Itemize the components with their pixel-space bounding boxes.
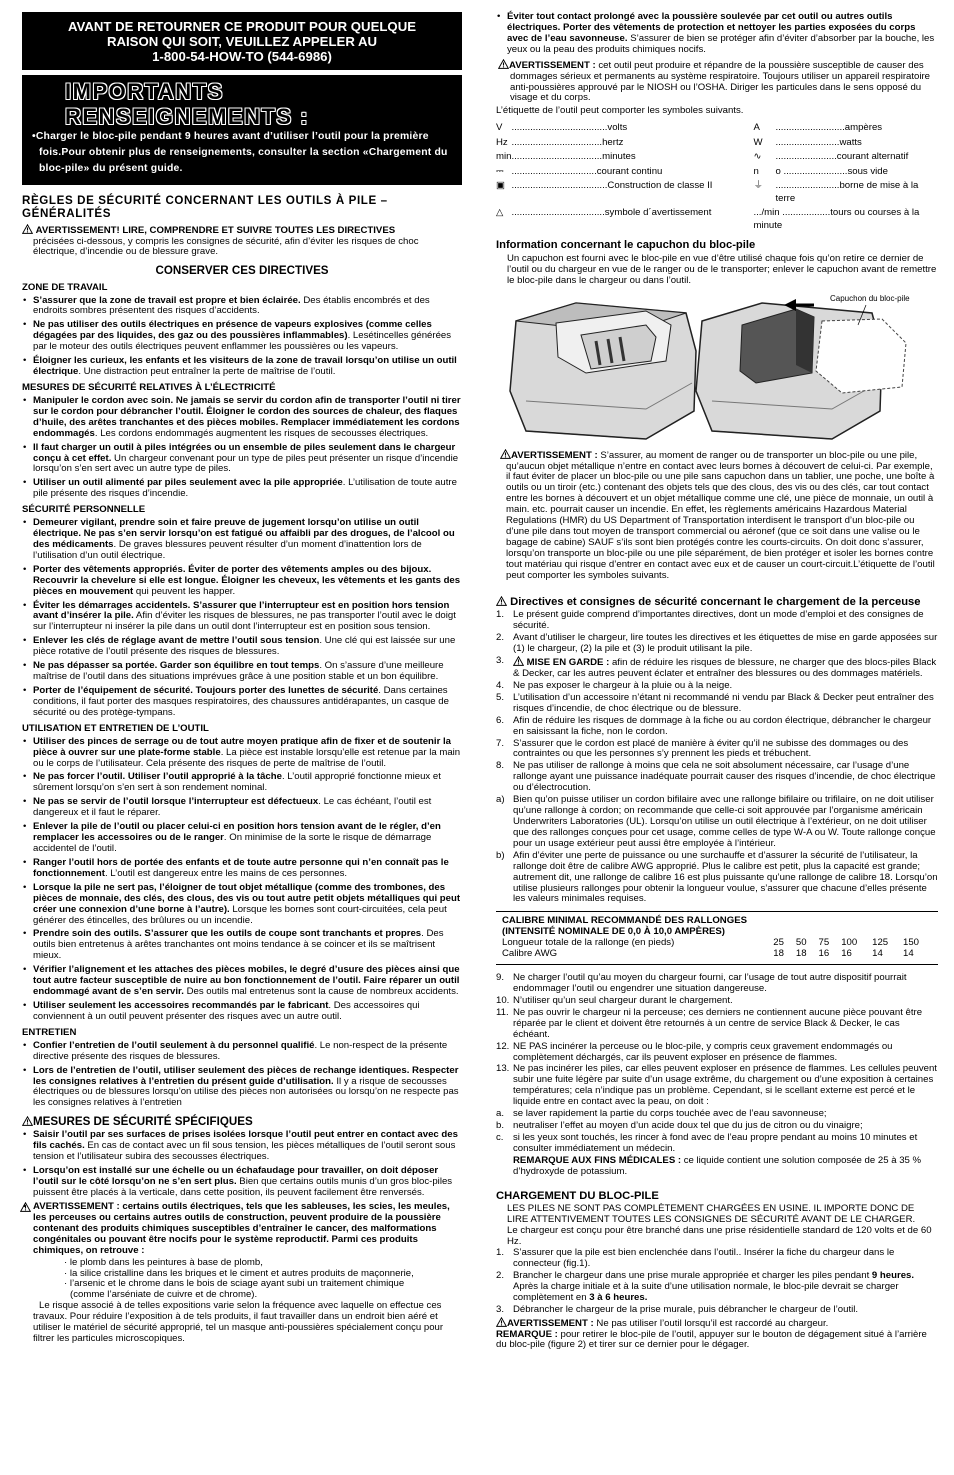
warning-triangle-icon	[500, 449, 511, 459]
warning-triangle-icon	[22, 1116, 33, 1126]
chemical-list	[22, 1258, 462, 1302]
list-item: • Ne pas dépasser sa portée. Garder son équilibre en tout temps. On s’assure d’une meilleure maîtrise de l’outil dans des situations imprévues grâce à une position stable et un bon équilibre.	[22, 661, 462, 683]
list-item: 3. MISE EN GARDE : afin de réduire les risques de blessure, ne charger que des blocs-piles Black & Decker, car les autres peuvent éclater et entraîner des blessures ou des dommages matériels.	[496, 655, 937, 680]
safety-rules-title: RÈGLES DE SÉCURITÉ CONCERNANT LES OUTILS À PILE – GÉNÉRALITÉS	[22, 194, 388, 220]
list-item: • Utiliser seulement les accessoires recommandés par le fabricant. Des accessoires qui conviennent à un outil peuvent présenter des risques avec un autre outil.	[22, 1001, 462, 1023]
list-item: • Saisir l’outil par ses surfaces de prises isolées lorsque l’outil peut entrer en contact avec des fils cachés. En cas de contact avec un fil sous tension, les pièces métalliques de l’outil seront sous tension et l’utilisateur subira des secousses électriques.	[22, 1130, 462, 1163]
list-item: • S’assurer que la zone de travail est propre et bien éclairée. Des établis encombrés et des endroits sombres présentent des risques d’accidents.	[22, 296, 462, 318]
battery-cap-text: Un capuchon est fourni avec le bloc-pile en vue d’être utilisé chaque fois qu’on retire ce dernier de l’outil ou du chargeur en vue de le ranger ou de le transporter; enlever le capuchon avant de remettre le bloc-pile dans le chargeur ou dans l’outil.	[507, 252, 937, 286]
battery-pack-illustration	[510, 303, 696, 439]
warning-triangle-icon	[20, 1202, 31, 1212]
list-item: 11. Ne pas ouvrir le chargeur ni la perceuse; ces derniers ne contiennent aucune pièce pouvant être réparée par le client et doivent être retournés à un centre de service Black & Decker, le cas échéant.	[496, 1006, 923, 1040]
list-item: 1. S’assurer que la pile est bien enclenchée dans l’outil.. Insérer la fiche du chargeur dans le connecteur (fig.1).	[496, 1247, 895, 1270]
list-item: • Éloigner les curieux, les enfants et les visiteurs de la zone de travail lorsqu’on utilise un outil électrique. Une distraction peut entraîner la perte de maîtrise de l’outil.	[22, 356, 462, 378]
list-item: • Confier l’entretien de l’outil seulement à du personnel qualifié. Le non-respect de la présente directive présente des risques de blessures.	[22, 1041, 462, 1063]
general-warning-bold: AVERTISSEMENT! LIRE, COMPRENDRE ET SUIVRE TOUTES LES DIRECTIVES	[35, 224, 396, 236]
warning-triangle-icon	[496, 1317, 507, 1327]
table-row: Hz ..................................hertz W ........................watts	[496, 136, 862, 148]
charging-directives-list	[496, 610, 938, 905]
dust-warning: AVERTISSEMENT : cet outil peut produire et répandre de la poussière susceptible de causer des dommages sérieux et permanents au système respiratoire. Toujours utiliser un appareil respiratoire anti-poussières approuvé par le NIOSH ou l’OSHA. Diriger les particules dans le sens opposé du visage et du corps.	[496, 59, 938, 105]
important-title: IMPORTANTS RENSEIGNEMENTS :	[65, 79, 310, 130]
list-item: a) Bien qu’on puisse utiliser un cordon bifilaire avec une rallonge bifilaire ou trifilaire, on ne doit utiliser qu’une rallonge à cordon; on recommande que celle-ci soit approuvée par l’organisme américain Underwriters Laboratories (UL). Lorsqu’on utilise un outil électrique à l’extérieur, on ne doit utiliser que des rallonges conçues pour cet usage, comme celles de type W-A ou W. Toute rallonge conçue pour un usage extérieur peut aussi être employée à l’intérieur.	[496, 794, 936, 849]
list-item: • Il faut charger un outil à piles intégrées ou un ensemble de piles seulement dans le chargeur conçu à cet effet. Un chargeur convenant pour un type de piles peut présenter un risque d’incendie lorsqu’on s’en sert avec un autre type de piles.	[22, 443, 462, 476]
list-item: • Éviter tout contact prolongé avec la poussière soulevée par cet outil ou autres outils électriques. Porter des vêtements de protection et nettoyer les parties exposées du corps avec de l’eau savonneuse. S’assurer de bien se protéger afin d’éviter d’absorber par la bouche, les yeux ou la peau des produits chimiques nocifs.	[496, 12, 938, 56]
list-item: • Porter de l’équipement de sécurité. Toujours porter des lunettes de sécurité. Dans certaines conditions, il faut porter des masques respiratoires, des chaussures antidérapantes, un casque de sécurité ou des protège-tympans.	[22, 686, 462, 719]
class-ii-icon: ▣	[496, 180, 506, 192]
list-item: 5. L’utilisation d’un accessoire n’étant ni recommandé ni vendu par Black & Decker peut entraîner des risques d’incendie, de choc électrique ou de blessure.	[496, 691, 934, 714]
list-item: • Ranger l’outil hors de portée des enfants et de toute autre personne qui n’en connaît pas le fonctionnement. L’outil est dangereux entre les mains de ces personnes.	[22, 858, 462, 880]
warning-triangle-icon	[513, 656, 524, 666]
warning-triangle-icon	[498, 59, 509, 69]
list-item: • Lorsqu’on est installé sur une échelle ou un échafaudage pour travailler, on doit déposer l’outil sur le côté lorsqu’on ne s’en sert plus. Bien que certains outils munis d’un gros bloc-piles puissent être placés à la verticale, dans cette position, ils peuvent facilement être renversés.	[22, 1166, 462, 1199]
list-item: 3. Débrancher le chargeur de la prise murale, puis débrancher le chargeur de l’outil.	[496, 1303, 859, 1315]
list-item: • Enlever les clés de réglage avant de mettre l’outil sous tension. Une clé qui est laissée sur une pièce rotative de l’outil présente des risques de blessures.	[22, 636, 462, 658]
battery-cap-figure	[496, 291, 938, 443]
exposure-text: Le risque associé à de telles expositions varie selon la fréquence avec laquelle on effectue ces travaux. Pour réduire l’exposition à de tels produits, il faut travailler dans un endroit bien aéré et utiliser le matériel de sécurité approprié, tel un masque anti-poussières spécialement conçu pour filtrer les particules microscopiques.	[33, 1300, 444, 1345]
charging-intro: LES PILES NE SONT PAS COMPLÈTEMENT CHARGÉES EN USINE. IL IMPORTE DONC DE LIRE ATTENTIVEMENT TOUTES LES CONSIGNES DE SÉCURITÉ AVANT DE LE CHARGER.	[507, 1203, 916, 1226]
list-item: · le plomb dans les peintures à base de plomb,	[64, 1256, 263, 1268]
cord-gauge-table	[502, 938, 932, 960]
return-warning-banner	[22, 12, 462, 70]
list-item: a. se laver rapidement la partie du corps touchée avec de l’eau savonneuse;	[496, 1108, 827, 1120]
list-item: • Éviter les démarrages accidentels. S’assurer que l’interrupteur est en position hors tension avant d’insérer la pile. Afin d’éviter les risques de blessures, ne pas transporter l’outil avec le doigt sur l’interrupteur ni insérer la pile dans un outil dont l’interrupteur est en position sous tension.	[22, 601, 462, 634]
list-item: 10. N’utiliser qu’un seul chargeur durant le chargement.	[496, 994, 733, 1006]
list-item: • Lorsque la pile ne sert pas, l’éloigner de tout objet métallique (comme des trombones, des pièces de monnaie, des clés, des clous, des vis ou tout autre petit objets métalliques qui peut créer une connexion d’une borne à l’autre). Lorsque les bornes sont court-circuitées, cela peut générer des étincelles, des brûlures ou un incendie.	[22, 883, 462, 927]
table-row: △ ...................................symbole d´avertissement .../min ..................tours ou courses à la minute	[496, 206, 938, 233]
storage-warning: AVERTISSEMENT : S’assurer, au moment de ranger ou de transporter un bloc-pile ou une pile, qu’aucun objet métallique n’entre en contact avec leurs bornes à découvert de celui-ci. Par exemple, il faut éviter de placer un bloc-pile ou une pile sans capuchon dans un tablier, une poche, une boîte à outils ou un tiroir (etc.) contenant des objets tels que des clous, des vis ou des clés, car tout contact entre les bornes à découvert et un objet métallique comme une clé, une pièce de monnaie, un outil à main. etc. pourrait causer un incendie. En effet, les règlements américains Hazardous Material Regulations (HMR) du US Department of Transportation interdisent le transport d’un bloc-pile ou d’une pile dans tout moyen de transport commercial ou aéronef (que ce soit dans une valise ou le bagage de cabine) SAUF s’ils sont bien protégés contre les courts-circuits. On doit donc s’assurer, lorsqu’on transporte un bloc-pile ou une pile séparément, de bien protéger et isoler les bornes contre tout matériau qui risque d’entrer en contact avec eux et de causer un court-circuit.L’étiquette de l’outil peut comporter les symboles suivants.	[496, 449, 938, 582]
list-item: • Prendre soin des outils. S’assurer que les outils de coupe sont tranchants et propres. Des outils bien entretenus à arêtes tranchantes ont moins tendance à se coincer et ils se maîtrisent mieux.	[22, 929, 462, 962]
list-item: 8. Ne pas utiliser de rallonge à moins que cela ne soit absolument nécessaire, car l’usage d’une rallonge ayant une puissance inadéquate pourrait causer des risques d’incendie, de choc électrique ou d’électrocution.	[496, 760, 936, 794]
extension-cord-table	[496, 911, 938, 965]
work-area-heading: ZONE DE TRAVAIL	[22, 281, 108, 293]
list-item: • Ne pas forcer l’outil. Utiliser l’outil approprié à la tâche. L’outil approprié fonctionne mieux et sûrement lorsqu’on s’en sert à son rendement nominal.	[22, 772, 462, 794]
list-item: 13. Ne pas incinérer les piles, car elles peuvent exploser en présence de flammes. Les cellules peuvent subir une fuite légère par suite d’un usage extrême, du chargement ou d’une exposition à certaines températures; cela n’indique pas un problème. Cependant, si le scellant externe est percé et le liquide entre en contact avec la peau, on doit :	[496, 1063, 937, 1108]
charger-warning: AVERTISSEMENT : Ne pas utiliser l’outil lorsqu’il est raccordé au chargeur.	[496, 1317, 938, 1330]
symbols-intro: L’étiquette de l’outil peut comporter les symboles suivants.	[496, 105, 744, 117]
personal-safety-list	[22, 518, 462, 719]
table-row: V ....................................volts A ..........................ampères	[496, 122, 883, 134]
table-title: CALIBRE MINIMAL RECOMMANDÉ DES RALLONGES	[502, 915, 747, 927]
electrical-safety-heading: MESURES DE SÉCURITÉ RELATIVES À L’ÉLECTRICITÉ	[22, 381, 276, 393]
table-row: min ..................................minutes ∿ .......................courant alternatif	[496, 150, 938, 164]
return-warning-line: RAISON QUI SOIT, VEUILLEZ APPELER AU	[106, 34, 378, 50]
battery-pack-with-cap-illustration	[696, 299, 906, 439]
specific-safety-list	[22, 1130, 462, 1199]
list-item: 6. Afin de réduire les risques de dommage à la fiche ou au cordon électrique, débrancher le chargeur en saisissant la fiche, non le cordon.	[496, 714, 932, 737]
list-item: · la silice cristalline dans les briques et le ciment et autres produits de maçonnerie,	[64, 1267, 414, 1279]
electrical-safety-list	[22, 396, 462, 500]
general-warning-text: précisées ci-dessous, y compris les consignes de sécurité, afin d’éviter les risques de choc électrique, d’incendie ou de blessure grave.	[33, 235, 419, 258]
right-column	[496, 12, 938, 1351]
phone-number: 1-800-54-HOW-TO (544-6986)	[152, 49, 332, 65]
list-item: 1. Le présent guide comprend d’importantes directives, dont un mode d’emploi et des consignes de sécurité.	[496, 609, 924, 632]
dc-current-icon: ⎓	[496, 165, 504, 177]
warning-symbol-icon: △	[496, 207, 504, 219]
table-row: ▣ ....................................Construction de classe II ⏚ ........................borne de mise à la terre	[496, 179, 938, 206]
medical-remark: REMARQUE AUX FINS MÉDICALES : ce liquide contient une solution composée de 25 à 35 % d’hydroxyde de potassium.	[513, 1154, 922, 1177]
table-row: ⎓ ................................courant continu n o ........................sous vide	[496, 165, 938, 179]
list-item: • Ne pas se servir de l’outil lorsque l’interrupteur est défectueux. Le cas échéant, l’outil est dangereux et il faut le réparer.	[22, 797, 462, 819]
removal-remark: REMARQUE : pour retirer le bloc-pile de l’outil, appuyer sur le bouton de dégagement situé à l’arrière du bloc-pile (figure 2) et tirer sur ce dernier pour le dégager.	[496, 1328, 927, 1351]
list-item: • Manipuler le cordon avec soin. Ne jamais se servir du cordon afin de transporter l’outil ni tirer sur le cordon pour débrancher l’outil. Éloigner le cordon des sources de chaleur, des flaques d’huile, des arêtes tranchantes et des pièces mobiles. Remplacer immédiatement les cordons endommagés. Les cordons endommagés augmentent les risques de secousses électriques.	[22, 396, 462, 440]
table-row: Calibre AWG 18 18 16 16 14 14	[502, 948, 914, 960]
list-item: 12. NE PAS incinérer la perceuse ou le bloc-pile, y compris ceux gravement endommagés ou complètement déchargés, car ils peuvent exploser en présence de flammes.	[496, 1040, 893, 1063]
list-item: • Utiliser des pinces de serrage ou de tout autre moyen pratique afin de fixer et de soutenir la pièce à ouvrer sur une plate-forme stable. La pièce est instable lorsqu’elle est retenue par la main ou le corps de l’utilisateur. Cela présente des risques de perte de maîtrise de l’outil.	[22, 737, 462, 770]
charging-directives-heading: Directives et consignes de sécurité concernant le chargement de la perceuse	[496, 596, 938, 609]
list-item: · l’arsenic et le chrome dans le bois de sciage ayant subi un traitement chimique	[64, 1278, 405, 1290]
keep-instructions-heading: CONSERVER CES DIRECTIVES	[155, 264, 329, 278]
chemical-warning: • AVERTISSEMENT : certains outils électriques, tels que les sableuses, les scies, les meules, les perceuses ou certains autres outils de construction, peuvent produire de la poussière contenant des produits chimiques susceptibles d’entraîner le cancer, des malformations congénitales ou pouvant être nocifs pour le système reproductif. Parmi ces produits chimiques, on retrouve :	[22, 1202, 462, 1257]
list-item: • Demeurer vigilant, prendre soin et faire preuve de jugement lorsqu’on utilise un outil électrique. Ne pas s’en servir lorsqu’on est fatigué ou affaibli par des drogues, de l’alcool ou des médicaments. De graves blessures peuvent résulter d’un moment d’inattention lors de l’utilisation d’un outil électrique.	[22, 518, 462, 562]
list-item: • Vérifier l’alignement et les attaches des pièces mobiles, le degré d’usure des pièces ainsi que tout autre facteur susceptible de nuire au bon fonctionnement de l’outil. Faire réparer un outil endommagé avant de s’en servir. Des outils mal entretenus sont la cause de nombreux accidents.	[22, 965, 462, 998]
battery-cap-heading: Information concernant le capuchon du bloc-pile	[496, 239, 756, 252]
warning-triangle-icon	[22, 224, 33, 234]
list-item: c. si les yeux sont touchés, les rincer à fond avec de l’eau propre pendant au moins 10 minutes et consulter immédiatement un médecin.	[496, 1131, 918, 1154]
list-item: • Ne pas utiliser des outils électriques en présence de vapeurs explosives (comme celles dégagées par des liquides, des gaz ou des poussières inflammables). Lesétincelles générées par le moteur des outils électriques peuvent enflammer les poussières ou les vapeurs.	[22, 320, 462, 353]
work-area-list	[22, 296, 462, 378]
list-item: • Lors de l’entretien de l’outil, utiliser seulement des pièces de rechange identiques. Respecter les consignes relatives à l’entretien du présent guide d’utilisation. Il y a risque de secousses électriques ou de blessures lorsqu’on utilise des pièces non autorisées ou lorsqu’on ne respecte pas les consignes relatives à l’entretien	[22, 1066, 462, 1110]
list-item: b. neutraliser l’effet au moyen d’un acide doux tel que du jus de citron ou du vinaigre;	[496, 1120, 863, 1132]
tool-use-list	[22, 737, 462, 1023]
return-warning-line: AVANT DE RETOURNER CE PRODUIT POUR QUELQUE	[67, 19, 417, 34]
charging-voltage-text: Le chargeur est conçu pour être branché dans une prise résidentielle standard de 120 volts et de 60 Hz.	[507, 1225, 932, 1248]
warning-triangle-icon	[496, 596, 507, 606]
tool-use-heading: UTILISATION ET ENTRETIEN DE L’OUTIL	[22, 722, 209, 734]
general-warning	[22, 224, 462, 237]
list-item: 7. S’assurer que le cordon est placé de manière à éviter qu’il ne subisse des dommages ou des contraintes ou que les personnes s’y prennent les pieds et trébuchent.	[496, 737, 909, 760]
charging-directives-list-continued	[496, 973, 938, 1178]
list-item: 2. Avant d’utiliser le chargeur, lire toutes les directives et les étiquettes de mise en garde apposées sur (1) le chargeur, (2) la pile et (3) le produit utilisant la pile.	[496, 632, 938, 655]
list-item: 9. Ne charger l’outil qu’au moyen du chargeur fourni, car l’usage de tout autre dispositif pourrait endommager l’outil ou engendrer une situation dangereuse.	[496, 972, 907, 994]
ac-current-icon: ∿	[753, 151, 762, 163]
specific-safety-heading: MESURES DE SÉCURITÉ SPÉCIFIQUES	[22, 1115, 462, 1128]
earth-terminal-icon: ⏚	[753, 180, 764, 192]
personal-safety-heading: SÉCURITÉ PERSONNELLE	[22, 504, 146, 516]
left-column	[22, 12, 462, 1345]
charging-steps-list	[496, 1248, 938, 1316]
list-item: • Porter des vêtements appropriés. Éviter de porter des vêtements amples ou des bijoux. Recouvrir la chevelure si elle est longue. Éloigner les cheveux, les vêtements et les gants des pièces en mouvement qui peuvent les happer.	[22, 565, 462, 598]
symbols-table	[496, 121, 938, 233]
table-row: Longueur totale de la rallonge (en pieds) 25 50 75 100 125 150	[502, 937, 920, 949]
important-info-banner	[22, 75, 462, 185]
list-item: • Enlever la pile de l’outil ou placer celui-ci en position hors tension avant de le régler, d’en remplacer les accessoires ou de le ranger. On minimise de la sorte le risque de démarrage accidentel de l’outil.	[22, 822, 462, 855]
list-item: • Utiliser un outil alimenté par piles seulement avec la pile appropriée. L’utilisation de toute autre pile présente des risques d’incendie.	[22, 478, 462, 500]
list-item: 2. Brancher le chargeur dans une prise murale appropriée et charger les piles pendant 9 heures. Après la charge initiale et à la suite d’une utilisation normale, le bloc-pile devrait se charger complètement en 3 à 6 heures.	[496, 1269, 915, 1303]
maintenance-heading: ENTRETIEN	[22, 1026, 77, 1038]
table-subtitle: (INTENSITÉ NOMINALE DE 0,0 À 10,0 AMPÈRES)	[502, 926, 726, 938]
list-item: 4. Ne pas exposer le chargeur à la pluie ou à la neige.	[496, 679, 733, 691]
list-item: (comme l’arséniate de cuivre et de chrome).	[70, 1289, 258, 1301]
list-item: b) Afin d’éviter une perte de puissance ou une surchauffe et d’assurer la sécurité de l’utilisateur, la rallonge doit être de calibre AWG approprié. Plus le calibre est petit, plus la capacité est grande; autrement dit, une rallonge de calibre 16 est plus puissante qu’une rallonge de calibre 18. Lorsqu’on utilise plusieurs rallonges pour obtenir la longueur voulue, s’assurer que chacune d’elles présente les valeurs minimales requises.	[496, 849, 938, 905]
maintenance-list	[22, 1041, 462, 1110]
important-text: •Charger le bloc-pile pendant 9 heures avant d’utiliser l’outil pour la première fois.Pour obtenir plus de renseignements, consulter la section «Chargement du bloc-pile» du présent guide.	[32, 131, 448, 174]
charging-heading: CHARGEMENT DU BLOC-PILE	[496, 1189, 659, 1202]
battery-cap-label: Capuchon du bloc-pile	[830, 293, 910, 303]
